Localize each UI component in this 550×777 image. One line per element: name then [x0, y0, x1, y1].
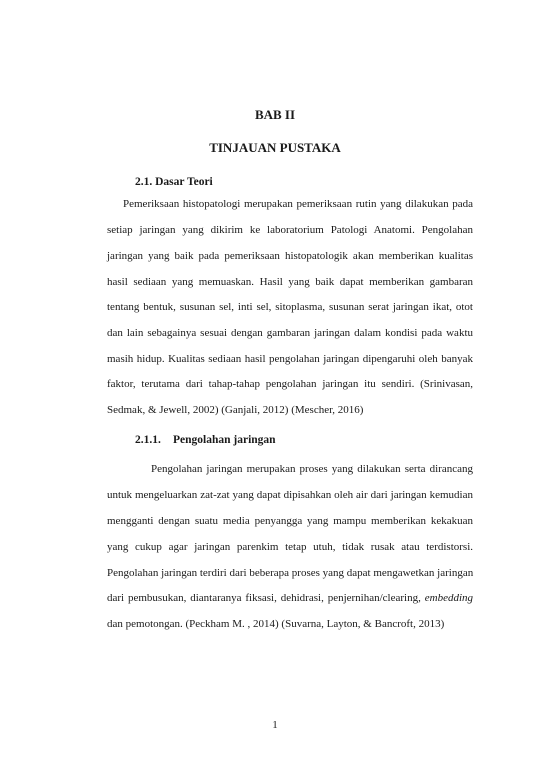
paragraph-line: Pengolahan jaringan terdiri dari beberapa proses yang dapat mengawetkan jaringan [107, 567, 474, 579]
paragraph-line: jaringan yang baik pada pemeriksaan histopatologik akan memberikan kualitas [107, 250, 473, 262]
subsection-title: Pengolahan jaringan [173, 434, 276, 446]
chapter-title: TINJAUAN PUSTAKA [209, 140, 341, 155]
paragraph-line: hasil sediaan yang memuaskan. Hasil yang baik dapat memberikan gambaran [107, 276, 473, 288]
paragraph-line: faktor, terutama dari tahap-tahap pengolahan jaringan itu sendiri. (Srinivasan, [107, 378, 473, 390]
paragraph-line: dan lain sebagainya sesuai dengan gambaran jaringan dalam kondisi pada waktu [107, 327, 473, 339]
paragraph-line-with-italic [107, 591, 473, 605]
paragraph-line: dan pemotongan. (Peckham M. , 2014) (Suvarna, Layton, & Bancroft, 2013) [107, 618, 445, 630]
paragraph-line: untuk mengeluarkan zat-zat yang dapat dipisahkan oleh air dari jaringan kemudian [107, 489, 473, 501]
paragraph-line: setiap jaringan yang dikirim ke laboratorium Patologi Anatomi. Pengolahan [107, 224, 473, 236]
paragraph-line: tentang bentuk, susunan sel, inti sel, sitoplasma, susunan serat jaringan ikat, otot [107, 301, 473, 313]
paragraph-line: Sedmak, & Jewell, 2002) (Ganjali, 2012) (Mescher, 2016) [107, 404, 364, 416]
page-number: 1 [272, 719, 278, 731]
section-heading: 2.1. Dasar Teori [135, 176, 213, 188]
subsection-number: 2.1.1. [135, 434, 161, 446]
paragraph-line: Pengolahan jaringan merupakan proses yang dilakukan serta dirancang [151, 463, 473, 475]
paragraph-line: mengganti dengan suatu media penyangga yang mampu memberikan kekakuan [107, 515, 473, 527]
paragraph-line: yang cukup agar jaringan parenkim tetap utuh, tidak rusak atau terdistorsi. [107, 541, 473, 553]
italic-term: embedding [424, 592, 474, 604]
paragraph-line: masih hidup. Kualitas sediaan hasil pengolahan jaringan dipengaruhi oleh banyak [107, 353, 473, 365]
paragraph-line: Pemeriksaan histopatologi merupakan pemeriksaan rutin yang dilakukan pada [123, 198, 473, 210]
paragraph-text: dari pembusukan, diantaranya fiksasi, dehidrasi, penjernihan/clearing, [107, 592, 421, 604]
subsection-heading [135, 434, 276, 446]
chapter-number: BAB II [254, 107, 296, 122]
